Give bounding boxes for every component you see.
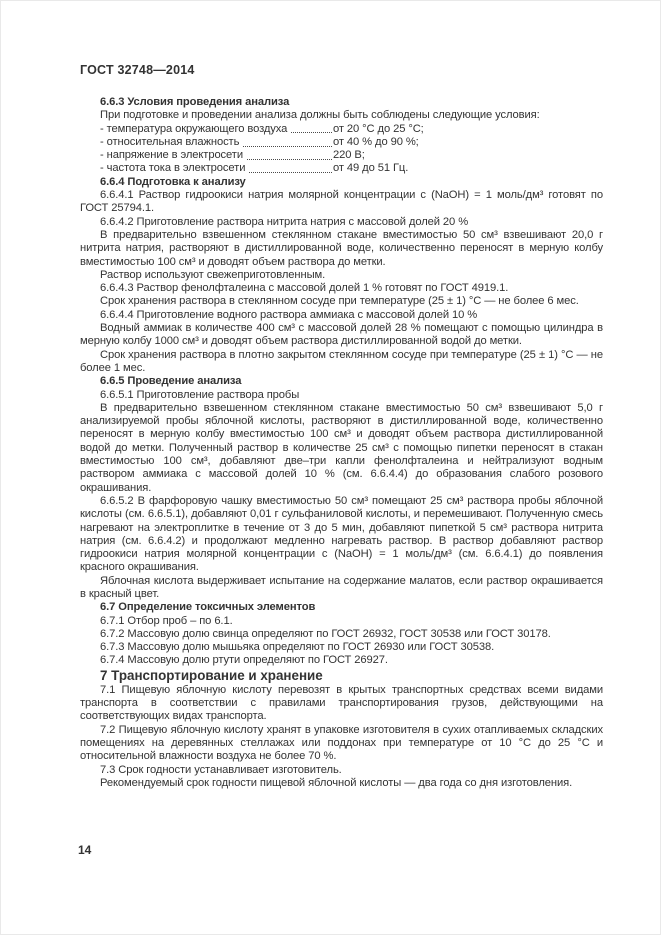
leader-dots xyxy=(249,162,332,173)
paragraph: При подготовке и проведении анализа должны быть соблюдены следующие условия: xyxy=(100,109,540,122)
condition-value: 220 В; xyxy=(333,149,365,162)
paragraph: 6.7.4 Массовую долю ртути определяют по ГОСТ 26927. xyxy=(100,654,388,667)
paragraph: 6.6.4.1 Раствор гидроокиси натрия молярной концентрации c (NaOH) = 1 моль/дм³ готовят по ГОСТ 25794.1. xyxy=(80,189,603,215)
paragraph: 6.7.1 Отбор проб – по 6.1. xyxy=(100,614,233,627)
paragraph: Срок хранения раствора в плотно закрытом стеклянном сосуде при температуре (25 ± 1) °С — не более 1 мес. xyxy=(80,348,603,374)
running-header: ГОСТ 32748—2014 xyxy=(80,63,195,77)
paragraph: Раствор используют свежеприготовленным. xyxy=(100,268,326,281)
chapter-7-heading: 7 Транспортирование и хранение xyxy=(100,667,323,683)
paragraph: 7.1 Пищевую яблочную кислоту перевозят в крытых транспортных средствах всеми видами транспорта в соответствии с правилами транспортирования грузов, действующими на соответствующих видах транспорта. xyxy=(80,683,603,723)
condition-value: от 40 % до 90 %; xyxy=(333,135,419,148)
condition-label: - температура окружающего воздуха xyxy=(100,122,288,135)
paragraph: Яблочная кислота выдерживает испытание на содержание малатов, если раствор окрашивается в красный цвет. xyxy=(80,574,603,600)
paragraph: 6.6.4.4 Приготовление водного раствора аммиака с массовой долей 10 % xyxy=(100,308,478,321)
paragraph: Срок хранения раствора в стеклянном сосуде при температуре (25 ± 1) °С — не более 6 мес. xyxy=(100,295,579,308)
leader-dots xyxy=(291,123,332,134)
condition-left xyxy=(100,123,333,136)
paragraph: 6.6.4.3 Раствор фенолфталеина с массовой долей 1 % готовят по ГОСТ 4919.1. xyxy=(100,282,509,295)
section-665-heading: 6.6.5 Проведение анализа xyxy=(100,375,242,388)
paragraph: 6.6.5.2 В фарфоровую чашку вместимостью 50 см³ помещают 25 см³ раствора пробы яблочной кислоты (см. 6.6.5.1), добавляют 0,01 г сульфаниловой кислоты, и перемешивают. Полученную смесь нагревают на электроплитке в течение от 3 до 5 мин, добавляют пипеткой 5 см³ раствора нитрита натрия (см. 6.6.4.2) и продолжают медленно нагревать раствор. В раствор добавляют раствор гидроокиси натрия молярной концентрации c (NaOH) = 1 моль/дм³ (см. 6.6.4.1) до появления красного окрашивания. xyxy=(80,494,603,574)
page-number: 14 xyxy=(78,843,92,857)
paragraph: 6.7.2 Массовую долю свинца определяют по ГОСТ 26932, ГОСТ 30538 или ГОСТ 30178. xyxy=(100,627,551,640)
condition-label: - напряжение в электросети xyxy=(100,149,243,162)
document-content xyxy=(80,96,603,790)
condition-row xyxy=(80,136,603,149)
condition-left xyxy=(100,149,333,162)
leader-dots xyxy=(247,149,332,160)
paragraph: 6.7.3 Массовую долю мышьяка определяют по ГОСТ 26930 или ГОСТ 30538. xyxy=(100,641,495,654)
section-67-heading: 6.7 Определение токсичных элементов xyxy=(100,601,316,614)
paragraph: 7.3 Срок годности устанавливает изготовитель. xyxy=(100,763,342,776)
condition-left xyxy=(100,136,333,149)
condition-value: от 49 до 51 Гц. xyxy=(333,162,409,175)
condition-label: - относительная влажность xyxy=(100,135,240,148)
paragraph: В предварительно взвешенном стеклянном стакане вместимостью 50 см³ взвешивают 20,0 г нитрита натрия, растворяют в дистиллированной воде, количественно переносят в мерную колбу вместимостью 100 см³ и доводят объем раствора до метки. xyxy=(80,228,603,268)
condition-label: - частота тока в электросети xyxy=(100,162,246,175)
paragraph: 6.6.4.2 Приготовление раствора нитрита натрия с массовой долей 20 % xyxy=(100,215,469,228)
condition-row xyxy=(80,149,603,162)
section-664-heading: 6.6.4 Подготовка к анализу xyxy=(100,175,246,188)
leader-dots xyxy=(243,136,332,147)
paragraph: В предварительно взвешенном стеклянном стакане вместимостью 50 см³ взвешивают 5,0 г анализируемой пробы яблочной кислоты, растворяют в дистиллированной воде, количественно переносят в мерную колбу вместимостью 100 см³ и доводят объем раствора дистиллированной водой до метки. Полученный раствор в количестве 25 см³ с помощью пипетки переносят в стакан вместимостью 100 см³, добавляют две–три капли фенолфталеина и нейтрализуют водным раствором аммиака с массовой долей 10 % (см. 6.6.4.4) до образования слабого розового окрашивания. xyxy=(80,401,603,494)
condition-row xyxy=(80,123,603,136)
paragraph: Рекомендуемый срок годности пищевой яблочной кислоты — два года со дня изготовления. xyxy=(100,776,573,789)
condition-left xyxy=(100,162,333,175)
condition-value: от 20 °С до 25 °С; xyxy=(333,122,424,135)
paragraph: 7.2 Пищевую яблочную кислоту хранят в упаковке изготовителя в сухих отапливаемых складских помещениях на деревянных стеллажах или поддонах при температуре от 10 °С до 25 °С и относительной влажности воздуха не более 70 %. xyxy=(80,723,603,763)
paragraph: 6.6.5.1 Приготовление раствора пробы xyxy=(100,388,300,401)
section-663-heading: 6.6.3 Условия проведения анализа xyxy=(100,96,290,108)
condition-row xyxy=(80,162,603,175)
paragraph: Водный аммиак в количестве 400 см³ с массовой долей 28 % помещают с помощью цилиндра в мерную колбу 1000 см³ и доводят объем раствора дистиллированной водой до метки. xyxy=(80,322,603,348)
